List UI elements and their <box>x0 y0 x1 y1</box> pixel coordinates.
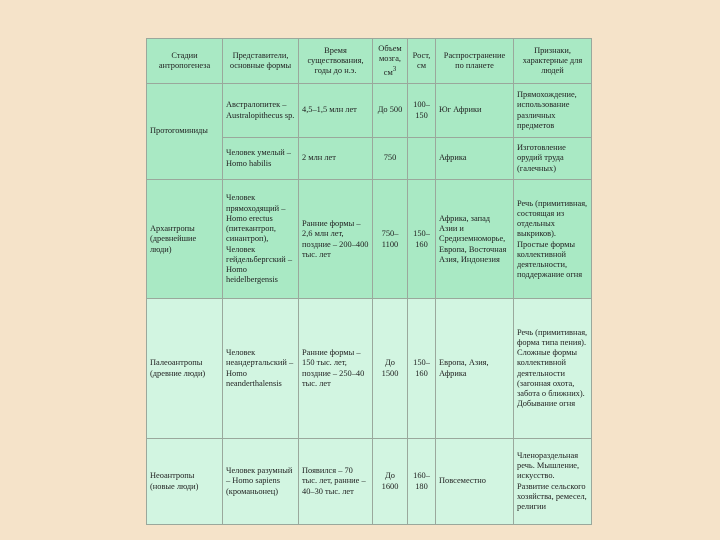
cell-volume: 750–1100 <box>373 180 408 300</box>
cell-features: Членораздельная речь. Мышление, искусство. Развитие сельского хозяйства, ремесел, религии <box>514 439 592 525</box>
table-row <box>147 439 592 525</box>
cell-height: 160–180 <box>408 439 436 525</box>
cell-height: 150–160 <box>408 180 436 300</box>
header-spread: Распространение по планете <box>436 39 514 84</box>
cell-volume: До 500 <box>373 84 408 138</box>
header-forms: Представители, основные формы <box>223 39 299 84</box>
cell-height: 150–160 <box>408 299 436 439</box>
cell-volume: 750 <box>373 138 408 180</box>
cell-time: Ранние формы – 2,6 млн лет, поздние – 200–400 тыс. лет <box>299 180 373 300</box>
header-stage: Стадии антропогенеза <box>147 39 223 84</box>
cell-forms: Человек прямоходящий – Homo erectus (питекантроп, синантроп), Человек гейдельбергский – Homo heidelbergensis <box>223 180 299 300</box>
header-volume-label: Объем мозга, см <box>378 44 402 77</box>
table-row <box>147 180 592 300</box>
cell-features: Изготовление орудий труда (галечных) <box>514 138 592 180</box>
stage-archanthropes: Архантропы (древнейшие люди) <box>147 180 223 300</box>
cell-time: 4,5–1,5 млн лет <box>299 84 373 138</box>
cell-time: Ранние формы – 150 тыс. лет, поздние – 250–40 тыс. лет <box>299 299 373 439</box>
cell-spread: Африка, запад Азии и Средиземноморье, Европа, Восточная Азия, Индонезия <box>436 180 514 300</box>
header-volume-sup: 3 <box>392 64 397 73</box>
cell-time: Появился – 70 тыс. лет, ранние – 40–30 тыс. лет <box>299 439 373 525</box>
stage-paleoanthropes: Палеоантропы (древние люди) <box>147 299 223 439</box>
header-height: Рост, см <box>408 39 436 84</box>
header-features: Признаки, характерные для людей <box>514 39 592 84</box>
cell-forms: Австралопитек – Australopithecus sp. <box>223 84 299 138</box>
cell-volume: До 1600 <box>373 439 408 525</box>
table-row <box>147 84 592 138</box>
cell-spread: Европа, Азия, Африка <box>436 299 514 439</box>
cell-features: Речь (примитивная, форма типа пения). Сложные формы коллективной деятельности (загонная охота, забота о ближних). Добывание огня <box>514 299 592 439</box>
cell-forms: Человек неандертальский – Homo neanderthalensis <box>223 299 299 439</box>
cell-time: 2 млн лет <box>299 138 373 180</box>
stage-neoanthropes: Неоантропы (новые люди) <box>147 439 223 525</box>
stage-protohominids: Протогоминиды <box>147 84 223 180</box>
evolution-table-top <box>146 38 592 300</box>
table-header-row <box>147 39 592 84</box>
cell-height <box>408 138 436 180</box>
cell-forms: Человек разумный – Homo sapiens (кроманьонец) <box>223 439 299 525</box>
cell-spread: Юг Африки <box>436 84 514 138</box>
cell-height: 100–150 <box>408 84 436 138</box>
cell-features: Прямохождение, использование различных предметов <box>514 84 592 138</box>
cell-forms: Человек умелый – Homo habilis <box>223 138 299 180</box>
cell-volume: До 1500 <box>373 299 408 439</box>
header-time: Время существования, годы до н.э. <box>299 39 373 84</box>
cell-features: Речь (примитивная, состоящая из отдельных выкриков). Простые формы коллективной деятельности, поддержание огня <box>514 180 592 300</box>
table-row <box>147 299 592 439</box>
evolution-table-bottom <box>146 298 592 525</box>
header-volume <box>373 39 408 84</box>
cell-spread: Африка <box>436 138 514 180</box>
cell-spread: Повсеместно <box>436 439 514 525</box>
